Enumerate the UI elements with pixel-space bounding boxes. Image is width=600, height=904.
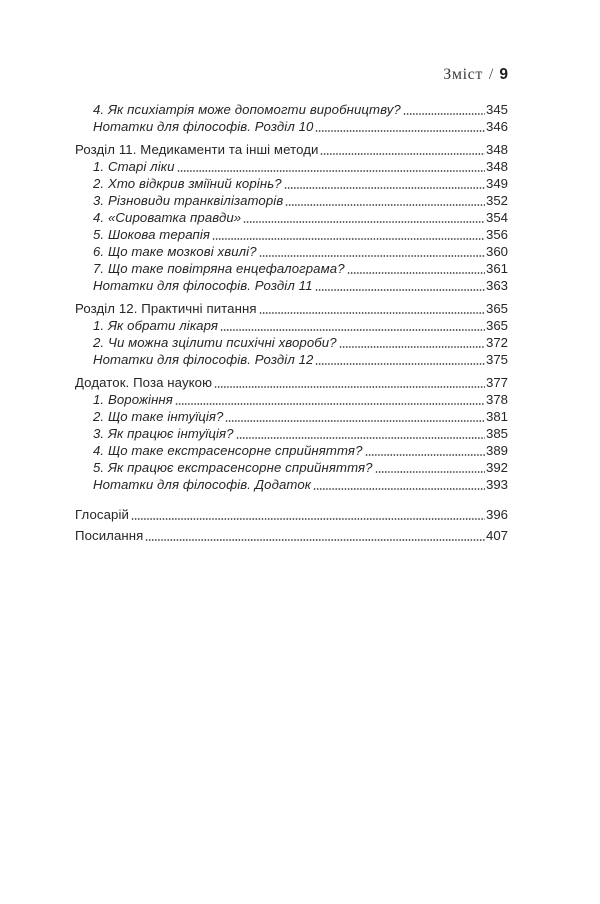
toc-entry-page: 348 xyxy=(485,159,508,174)
toc-entry-label: 1. Як обрати лікаря xyxy=(93,318,219,333)
toc-entry xyxy=(75,408,508,425)
toc-entry-page: 377 xyxy=(485,375,508,390)
dot-leader xyxy=(131,506,485,523)
dot-leader xyxy=(259,243,485,260)
toc-entry-page: 407 xyxy=(485,528,508,543)
toc-entry-page: 354 xyxy=(485,210,508,225)
toc-entry-label: 4. Що таке екстрасенсорне сприйняття? xyxy=(93,443,363,458)
toc-entry-page: 365 xyxy=(485,301,508,316)
toc-entry-page: 349 xyxy=(485,176,508,191)
toc-entry-label: 2. Що таке інтуїція? xyxy=(93,409,224,424)
toc-entry-label: 1. Старі ліки xyxy=(93,159,175,174)
toc-entry-label: 2. Чи можна зцілити психічні хвороби? xyxy=(93,335,337,350)
toc-entry xyxy=(75,192,508,209)
dot-leader xyxy=(259,300,485,317)
toc-entry-page: 396 xyxy=(485,507,508,522)
toc-entry-page: 352 xyxy=(485,193,508,208)
toc-entry-label: Розділ 11. Медикаменти та інші методи xyxy=(75,142,319,157)
dot-leader xyxy=(214,374,485,391)
dot-leader xyxy=(315,118,485,135)
toc-entry xyxy=(75,243,508,260)
toc-entry-page: 389 xyxy=(485,443,508,458)
toc-entry xyxy=(75,277,508,294)
dot-leader xyxy=(225,408,485,425)
toc-entry xyxy=(75,260,508,277)
page-number: 9 xyxy=(499,66,508,83)
section-title: Зміст xyxy=(443,66,483,83)
toc-entry-label: 3. Різновиди транквілізаторів xyxy=(93,193,284,208)
dot-leader xyxy=(315,351,485,368)
toc-entry xyxy=(75,425,508,442)
toc-entry-page: 385 xyxy=(485,426,508,441)
dot-leader xyxy=(175,391,485,408)
toc-entry xyxy=(75,374,508,391)
toc-entry-page: 348 xyxy=(485,142,508,157)
toc-entry-page: 346 xyxy=(485,119,508,134)
toc-entry-label: Нотатки для філософів. Додаток xyxy=(93,477,312,492)
toc-entry-label: 2. Хто відкрив зміїний корінь? xyxy=(93,176,282,191)
toc-entry-label: Нотатки для філософів. Розділ 11 xyxy=(93,278,313,293)
toc-entry xyxy=(75,459,508,476)
toc-entry xyxy=(75,476,508,493)
dot-leader xyxy=(145,527,485,544)
toc-entry xyxy=(75,391,508,408)
toc-entry-page: 365 xyxy=(485,318,508,333)
toc-entry xyxy=(75,506,508,523)
toc-entry-page: 378 xyxy=(485,392,508,407)
toc-entry-page: 381 xyxy=(485,409,508,424)
toc-entry xyxy=(75,118,508,135)
toc-entry-label: 1. Ворожіння xyxy=(93,392,173,407)
toc-entry-label: Розділ 12. Практичні питання xyxy=(75,301,257,316)
dot-leader xyxy=(315,277,485,294)
toc-entry-page: 356 xyxy=(485,227,508,242)
dot-leader xyxy=(243,209,485,226)
dot-leader xyxy=(403,101,485,118)
toc-entry-label: 5. Шокова терапія xyxy=(93,227,211,242)
toc-entry-label: Нотатки для філософів. Розділ 12 xyxy=(93,352,314,367)
toc-entry-label: Глосарій xyxy=(75,507,129,522)
toc-entry xyxy=(75,527,508,544)
toc-entry-label: 6. Що таке мозкові хвилі? xyxy=(93,244,257,259)
dot-leader xyxy=(284,175,485,192)
dot-leader xyxy=(177,158,485,175)
toc-entry xyxy=(75,442,508,459)
toc-entry-label: Нотатки для філософів. Розділ 10 xyxy=(93,119,314,134)
toc-entry-label: 5. Як працює екстрасенсорне сприйняття? xyxy=(93,460,373,475)
toc-entry xyxy=(75,209,508,226)
toc-entry xyxy=(75,101,508,118)
toc-entry xyxy=(75,300,508,317)
dot-leader xyxy=(320,141,485,158)
toc-entry xyxy=(75,158,508,175)
dot-leader xyxy=(220,317,485,334)
toc-entry-label: Додаток. Поза наукою xyxy=(75,375,213,390)
toc-entry xyxy=(75,175,508,192)
toc-entry-label: 4. Як психіатрія може допомогти виробництву? xyxy=(93,102,401,117)
toc-entry-page: 375 xyxy=(485,352,508,367)
dot-leader xyxy=(236,425,485,442)
toc-entry-page: 363 xyxy=(485,278,508,293)
toc-entry xyxy=(75,317,508,334)
toc-entry-page: 372 xyxy=(485,335,508,350)
toc-entry-page: 361 xyxy=(485,261,508,276)
toc-entry xyxy=(75,226,508,243)
toc-entry-label: 3. Як працює інтуїція? xyxy=(93,426,234,441)
toc-entry-page: 393 xyxy=(485,477,508,492)
toc-entry xyxy=(75,334,508,351)
dot-leader xyxy=(313,476,485,493)
toc-entry-page: 345 xyxy=(485,102,508,117)
toc-entry-label: Посилання xyxy=(75,528,144,543)
dot-leader xyxy=(285,192,485,209)
toc-entry-page: 360 xyxy=(485,244,508,259)
dot-leader xyxy=(339,334,485,351)
dot-leader xyxy=(375,459,485,476)
dot-leader xyxy=(212,226,485,243)
toc-list xyxy=(75,101,508,544)
toc-entry-page: 392 xyxy=(485,460,508,475)
dot-leader xyxy=(347,260,485,277)
dot-leader xyxy=(365,442,485,459)
toc-entry xyxy=(75,141,508,158)
toc-entry-label: 7. Що таке повітряна енцефалограма? xyxy=(93,261,345,276)
header-separator: / xyxy=(488,66,494,83)
toc-entry xyxy=(75,351,508,368)
toc-entry-label: 4. «Сироватка правди» xyxy=(93,210,242,225)
page-header xyxy=(75,66,508,83)
